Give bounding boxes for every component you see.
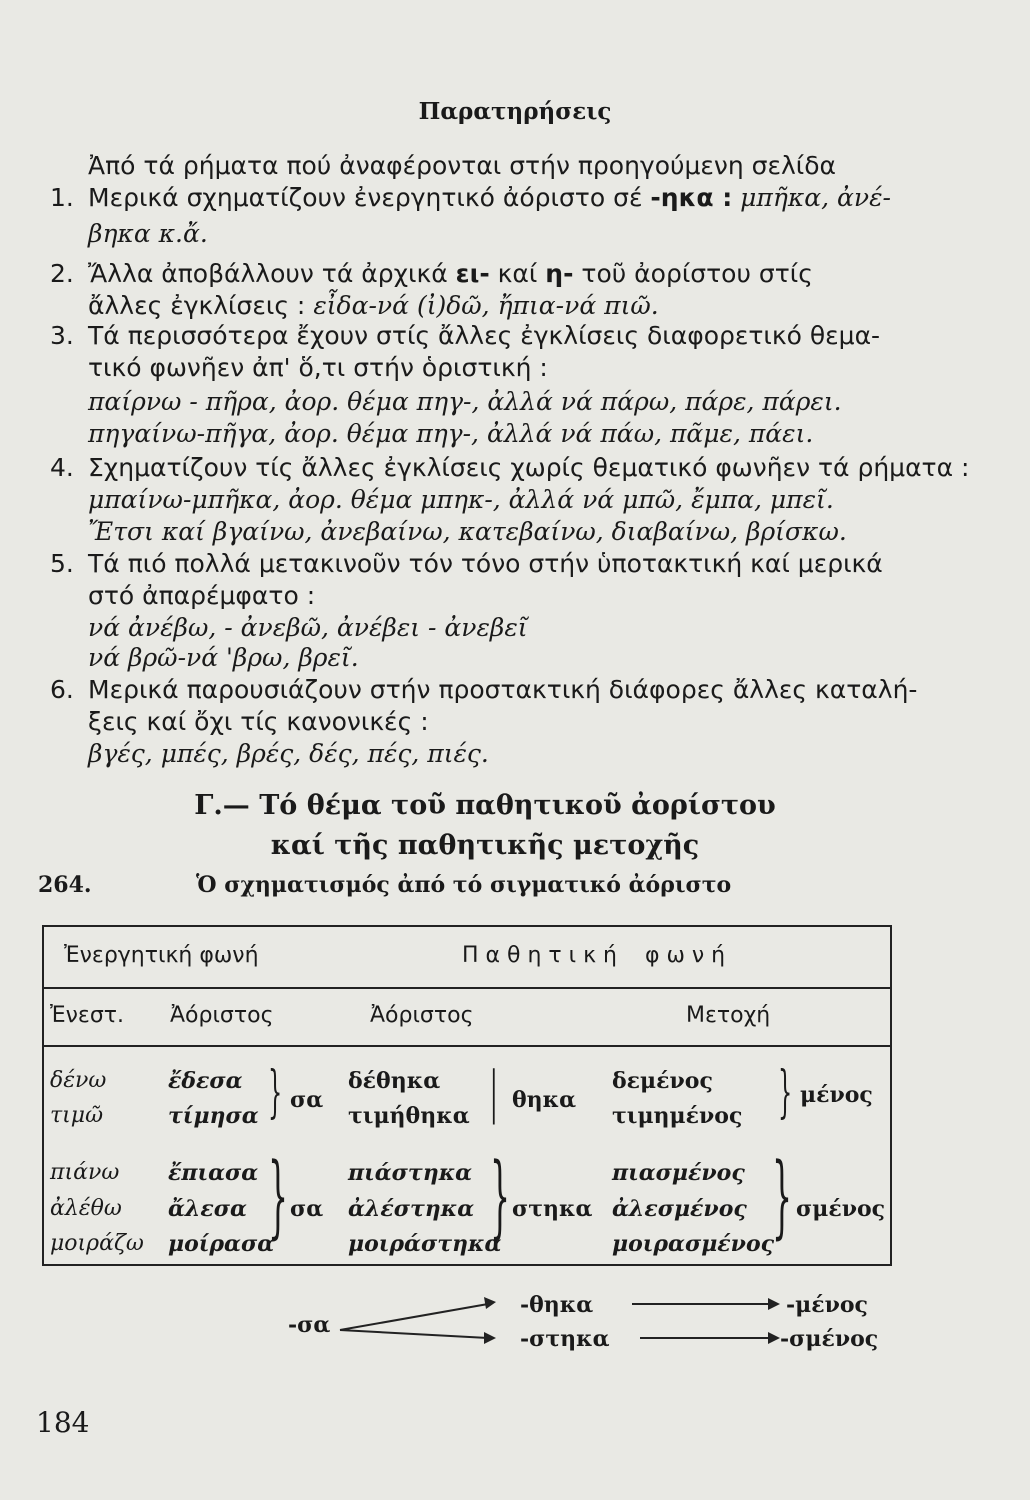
present-form: μοιράζω (50, 1231, 144, 1256)
scheme-target-2: -στηκα (520, 1326, 610, 1352)
scheme-result-1: -μένος (786, 1292, 868, 1318)
brace-icon: | (490, 1060, 498, 1125)
note-1-line-2: βηκα κ.ἄ. (88, 219, 208, 248)
col-aorist: Ἀόριστος (170, 1003, 274, 1028)
table-divider (42, 1045, 892, 1047)
scheme-result-2: -σμένος (780, 1326, 879, 1352)
participle-form: μοιρασμένος (612, 1231, 775, 1257)
col-participle: Μετοχή (686, 1003, 771, 1028)
note-3-line-3: παίρνω - πῆρα, ἀορ. θέμα πηγ-, ἀλλά νά πάρω, πάρε, πάρει. (88, 387, 842, 416)
note-3-line-1: Τά περισσότερα ἔχουν στίς ἄλλες ἐγκλίσεις διαφορετικό θεμα- (88, 321, 881, 350)
present-form: δένω (50, 1068, 107, 1093)
arrow-line (340, 1330, 488, 1338)
brace-icon: } (778, 1060, 793, 1125)
note-6-line-3: βγές, μπές, βρές, δές, πές, πιές. (88, 739, 489, 768)
col-passive-aorist: Ἀόριστος (370, 1003, 474, 1028)
header-active-voice: Ἐνεργητική φωνή (64, 943, 259, 968)
arrow-line (340, 1304, 488, 1330)
brace-icon: } (268, 1060, 283, 1125)
note-number: 4. (50, 453, 74, 482)
arrow-head-icon (484, 1297, 496, 1309)
table-divider (42, 987, 892, 989)
section-heading-line-2: καί τῆς παθητικῆς μετοχῆς (270, 830, 700, 861)
page-number: 184 (36, 1406, 90, 1439)
note-4-line-3: Ἔτσι καί βγαίνω, ἀνεβαίνω, κατεβαίνω, διαβαίνω, βρίσκω. (88, 517, 847, 546)
arrow-head-icon (768, 1298, 780, 1310)
brace-icon: } (772, 1144, 793, 1249)
note-6-line-2: ξεις καί ὄχι τίς κανονικές : (88, 707, 429, 736)
participle-form: τιμημένος (612, 1103, 743, 1129)
participle-ending: σμένος (796, 1196, 886, 1222)
note-2-line-1: Ἄλλα ἀποβάλλουν τά ἀρχικά ει- καί η- τοῦ ἀορίστου στίς (88, 259, 813, 288)
aorist-ending: σα (290, 1087, 324, 1113)
passive-ending: στηκα (512, 1196, 593, 1222)
note-number: 3. (50, 321, 74, 350)
note-number: 5. (50, 549, 74, 578)
arrow-head-icon (484, 1332, 496, 1344)
note-5-line-3: νά ἀνέβω, - ἀνεβῶ, ἀνέβει - ἀνεβεῖ (88, 613, 528, 642)
aorist-form: μοίρασα (168, 1231, 275, 1257)
passive-aorist-form: ἀλέστηκα (348, 1196, 475, 1222)
aorist-form: ἔδεσα (168, 1068, 243, 1094)
scheme-source: -σα (288, 1312, 331, 1338)
present-form: ἀλέθω (50, 1196, 122, 1221)
note-2-line-2: ἄλλες ἐγκλίσεις : εἶδα-νά (ἰ)δῶ, ἤπια-νά πιῶ. (88, 291, 659, 320)
note-3-line-4: πηγαίνω-πῆγα, ἀορ. θέμα πηγ-, ἀλλά νά πάω, πᾶμε, πάει. (88, 419, 814, 448)
aorist-form: ἔπιασα (168, 1160, 259, 1186)
note-number: 1. (50, 183, 74, 212)
note-1-line-1: Μερικά σχηματίζουν ἐνεργητικό ἀόριστο σέ -ηκα : μπῆκα, ἀνέ- (88, 183, 891, 212)
present-form: τιμῶ (50, 1103, 104, 1128)
aorist-form: ἄλεσα (168, 1196, 247, 1222)
passive-aorist-form: μοιράστηκα (348, 1231, 502, 1257)
section-heading-line-1: Γ.— Τό θέμα τοῦ παθητικοῦ ἀορίστου (194, 790, 776, 821)
participle-form: ἀλεσμένος (612, 1196, 747, 1222)
section-subtitle: Ὁ σχηματισμός ἀπό τό σιγματικό ἀόριστο (196, 872, 732, 898)
note-number: 6. (50, 675, 74, 704)
header-passive-voice: Π α θ η τ ι κ ή φ ω ν ή (462, 943, 726, 968)
note-5-line-4: νά βρῶ-νά 'βρω, βρεῖ. (88, 643, 359, 672)
intro-text: Ἀπό τά ρήματα πού ἀναφέρονται στήν προηγούμενη σελίδα (88, 151, 837, 180)
arrow-head-icon (768, 1332, 780, 1344)
note-5-line-1: Τά πιό πολλά μετακινοῦν τόν τόνο στήν ὑποτακτική καί μερικά (88, 549, 883, 578)
scheme-target-1: -θηκα (520, 1292, 594, 1318)
note-3-line-2: τικό φωνῆεν ἀπ' ὅ,τι στήν ὁριστική : (88, 353, 548, 382)
brace-icon: } (268, 1144, 289, 1249)
note-5-line-2: στό ἀπαρέμφατο : (88, 581, 316, 610)
col-present: Ἐνεστ. (50, 1003, 125, 1028)
section-number: 264. (38, 872, 92, 898)
note-number: 2. (50, 259, 74, 288)
note-6-line-1: Μερικά παρουσιάζουν στήν προστακτική διάφορες ἄλλες καταλή- (88, 675, 918, 704)
passive-aorist-form: πιάστηκα (348, 1160, 473, 1186)
passive-aorist-form: τιμήθηκα (348, 1103, 470, 1129)
aorist-ending: σα (290, 1196, 324, 1222)
brace-icon: } (490, 1144, 511, 1249)
passive-ending: θηκα (512, 1087, 577, 1113)
note-4-line-2: μπαίνω-μπῆκα, ἀορ. θέμα μπηκ-, ἀλλά νά μπῶ, ἔμπα, μπεῖ. (88, 485, 834, 514)
participle-ending: μένος (800, 1082, 873, 1108)
passive-aorist-form: δέθηκα (348, 1068, 441, 1094)
aorist-form: τίμησα (168, 1103, 259, 1129)
present-form: πιάνω (50, 1160, 120, 1185)
page-title: Παρατηρήσεις (418, 98, 612, 125)
note-4-line-1: Σχηματίζουν τίς ἄλλες ἐγκλίσεις χωρίς θεματικό φωνῆεν τά ρήματα : (88, 453, 970, 482)
participle-form: πιασμένος (612, 1160, 745, 1186)
participle-form: δεμένος (612, 1068, 713, 1094)
